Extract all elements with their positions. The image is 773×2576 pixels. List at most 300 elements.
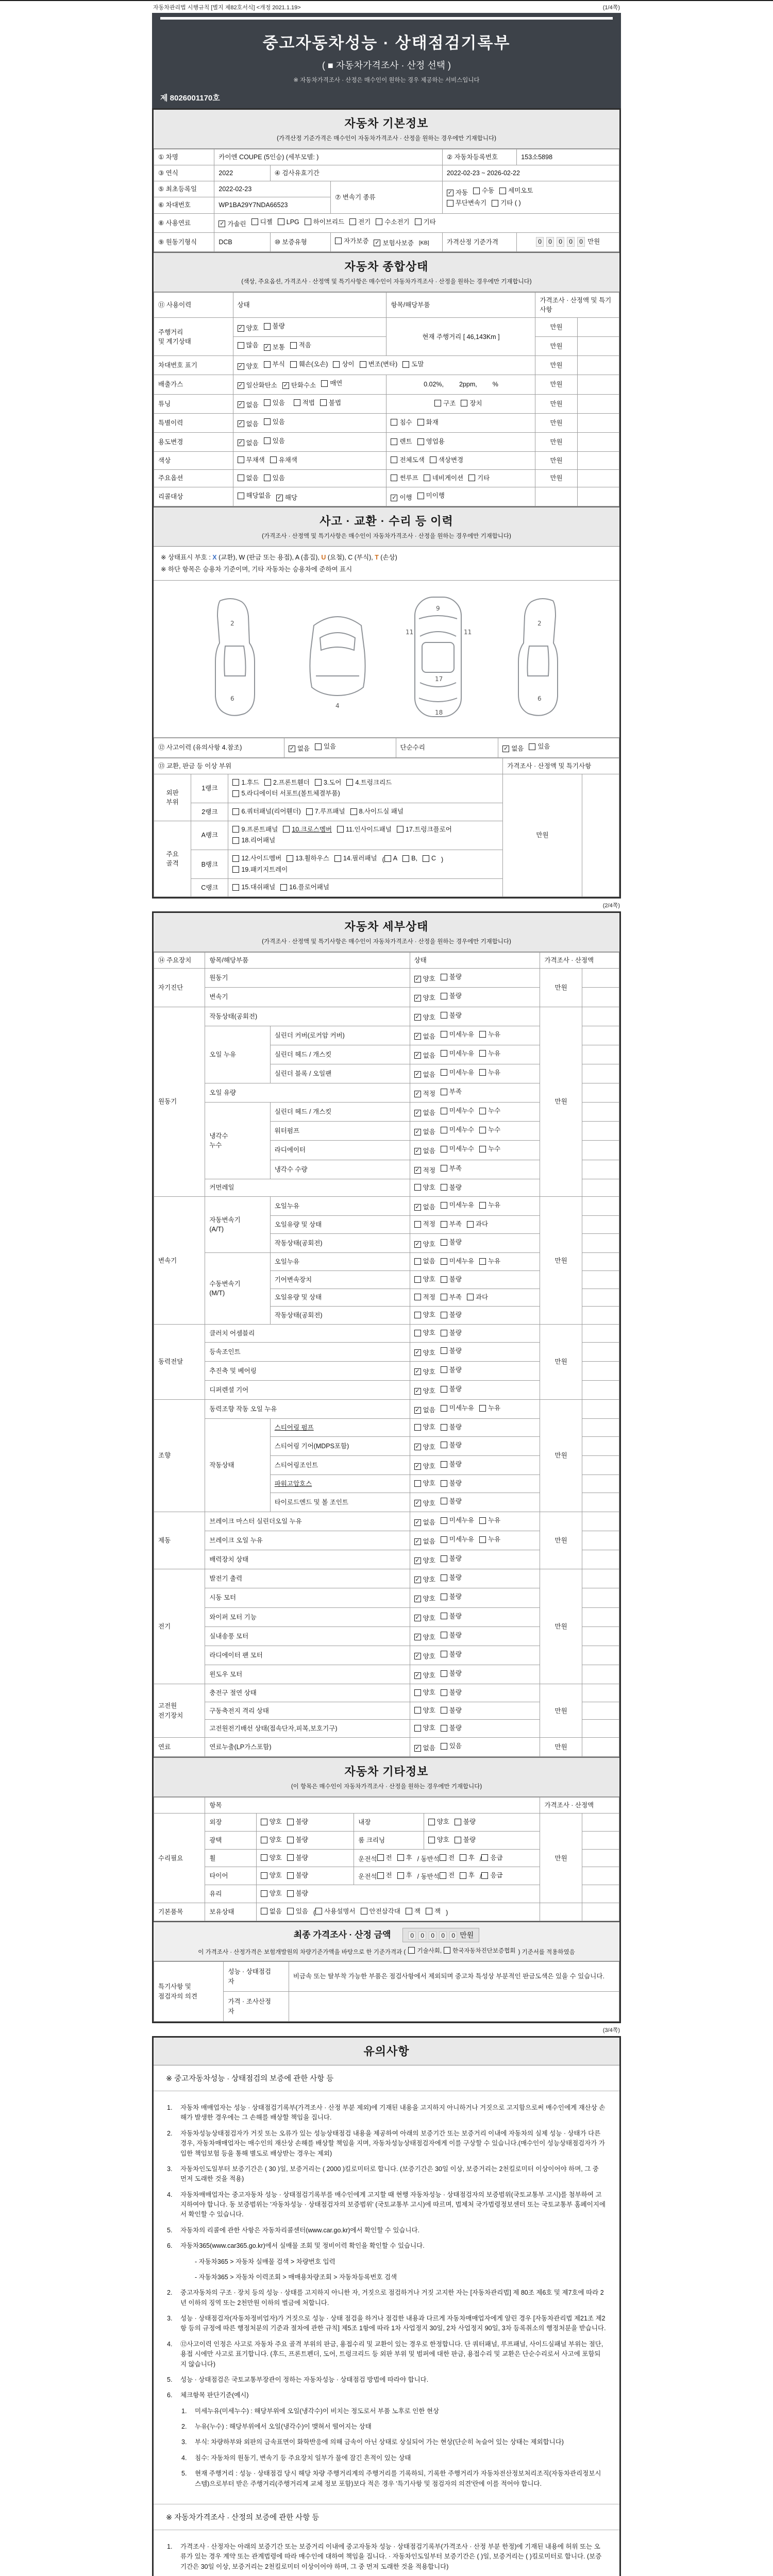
checkbox-unchecked[interactable]: 누수 [479,1125,500,1134]
overall-state-table [154,292,619,507]
checkbox-checked[interactable]: ✓ 양호 [238,363,259,370]
checkbox-unchecked[interactable]: 없음 [261,1907,282,1916]
checkbox-checked[interactable]: ✓ 양호 [415,1368,435,1376]
checkbox-unchecked[interactable]: 있음 [315,742,336,751]
table-cell [582,1814,619,1832]
checkbox-unchecked[interactable]: 19.패키지트레이 [232,865,288,874]
checkbox-unchecked[interactable]: 누유 [479,1257,500,1266]
table-cell: 내장 [354,1814,424,1832]
checkbox-unchecked[interactable]: 누유 [479,1068,500,1077]
checkbox-checked[interactable]: ✓ 적정 [415,1166,435,1174]
checkbox-checked[interactable]: ✓ 양호 [415,1633,435,1641]
checkbox-unchecked[interactable]: 양호 [414,1688,435,1697]
checkbox-unchecked[interactable]: 양호 [261,1835,282,1844]
checkbox-unchecked[interactable]: 미이행 [417,491,445,500]
table-cell: 윈도우 모터 [205,1665,410,1684]
checkbox-unchecked[interactable]: 불량 [441,1440,462,1450]
checkbox-unchecked[interactable]: 상이 [333,360,354,369]
checkbox-unchecked[interactable]: 3.도어 [315,778,342,787]
table-cell [228,879,503,897]
checkbox-unchecked[interactable]: 불량 [441,1365,462,1375]
checkbox-unchecked[interactable]: 양호 [261,1871,282,1880]
car-rear-diagram [301,594,374,722]
notice-item: 3. 부식: 차량하부와 외판의 금속표면이 화학반응에 의해 금속이 아닌 상태로 상실되어 가는 현상(단순히 녹슬어 있는 상태는 제외합니다) [181,2438,564,2446]
checkbox-checked[interactable]: ✓ 가솔린 [220,220,246,228]
checkbox-checked[interactable]: ✓ 양호 [415,1671,435,1679]
checkbox-unchecked[interactable]: 불량 [441,1612,462,1621]
checkbox-unchecked[interactable]: 있음 [287,1907,308,1916]
checkbox-checked[interactable]: ✓ 양호 [415,1349,435,1357]
checkbox-unchecked[interactable]: 누유 [479,1030,500,1039]
checkbox-unchecked[interactable]: 화재 [417,418,439,427]
checkbox-unchecked[interactable]: 전기 [349,217,371,227]
checkbox-unchecked[interactable]: 양호 [414,1275,435,1284]
table-cell: 커먼레일 [205,1179,410,1197]
checkbox-unchecked[interactable]: 5.라디에이터 서포트(볼트체결부품) [232,789,340,798]
table-cell: 전기 [154,1569,205,1684]
checkbox-unchecked[interactable]: 양호 [414,1479,435,1488]
title-rule [160,17,613,20]
table-cell: 만원 [535,318,577,337]
checkbox-unchecked[interactable]: 불량 [441,1238,462,1247]
checkbox-unchecked[interactable]: 13.휠하우스 [287,854,329,863]
table-cell [582,1720,619,1738]
table-cell: 브레이크 오일 누유 [205,1531,410,1550]
checkbox-unchecked[interactable]: 있음 [264,398,285,408]
checkbox-checked[interactable]: ✓ 일산화탄소 [238,382,277,389]
checkbox-unchecked[interactable]: 후 [460,1853,475,1862]
regulation-text: 자동차관리법 시행규칙 [별지 제82호서식] <개정 2021.1.19> [153,5,301,11]
table-cell: ④ 검사유효기간 [270,165,442,181]
checkbox-checked[interactable]: ✓ 양호 [415,994,435,1002]
checkbox-unchecked[interactable]: 누수 [479,1106,500,1115]
notice-item: 2. 중고자동차의 구조 · 장치 등의 성능 · 상태를 고지하지 아니한 자, 거짓으로 점검하거나 거짓 고지한 자는 [자동차관리법] 제 80조 제6호 및 제7호에 따라 2년 이하의 징역 또는 2천만원 이하의 벌금에 처합니다. [167,2289,604,2307]
checkbox-unchecked[interactable]: 미세누유 [441,1535,474,1544]
checkbox-unchecked[interactable]: 누수 [479,1144,500,1154]
checkbox-unchecked[interactable]: 불량 [287,1817,308,1826]
table-cell: 0 0 0 0 0 만원 [517,232,619,251]
table-cell [410,1064,540,1083]
checkbox-unchecked[interactable]: 구조 [434,399,456,408]
detail-state-table [154,952,619,1757]
table-cell: 튜닝 [154,394,233,413]
checkbox-unchecked[interactable]: 양호 [261,1853,282,1862]
checkbox-unchecked[interactable]: 있음 [264,473,285,483]
checkbox-unchecked[interactable]: 후 [460,1871,475,1880]
checkbox-unchecked[interactable]: 없음 [414,1257,435,1266]
checkbox-unchecked[interactable]: 8.사이드실 패널 [350,807,404,816]
checkbox-unchecked[interactable]: LPG [278,217,299,227]
checkbox-unchecked[interactable]: 있음 [441,1741,462,1751]
checkbox-unchecked[interactable]: 적법 [294,398,315,408]
checkbox-unchecked[interactable]: 미세누유 [441,1257,474,1266]
checkbox-unchecked[interactable]: 응급 [481,1853,502,1862]
checkbox-unchecked[interactable]: 2.프론트휀더 [264,778,310,787]
checkbox-unchecked[interactable]: 불량 [441,1310,462,1319]
table-cell [410,1512,540,1531]
checkbox-checked[interactable]: ✓ 탄화수소 [283,382,316,389]
checkbox-unchecked[interactable]: 하이브리드 [305,217,344,227]
table-cell: 원동기 [205,969,410,988]
checkbox-unchecked[interactable]: 부족 [441,1087,462,1096]
checkbox-checked[interactable]: ✓ 양호 [415,1576,435,1584]
checkbox-unchecked[interactable]: 부족 [441,1293,462,1302]
checkbox-unchecked[interactable]: 썬루프 [391,473,418,483]
checkbox-unchecked[interactable]: 전 [440,1853,455,1862]
checkbox-checked[interactable]: ✓ 없음 [415,1518,435,1526]
checkbox-unchecked[interactable]: 응급 [481,1871,502,1880]
checkbox-unchecked[interactable]: 적정 [414,1293,435,1302]
basic-info-note: (가격산정 기준가격은 매수인이 자동차가격조사 · 산정을 원하는 경우에만 기재합니다) [277,135,496,142]
checkbox-unchecked[interactable]: 15.대쉬패널 [232,883,275,892]
table-cell: 추진축 및 베어링 [205,1361,410,1380]
checkbox-unchecked[interactable]: 불량 [455,1835,476,1844]
table-cell [424,1832,540,1850]
checkbox-unchecked[interactable]: 불량 [287,1853,308,1862]
table-cell: 특별이력 [154,413,233,432]
checkbox-unchecked[interactable]: 미세누유 [441,1403,474,1413]
checkbox-unchecked[interactable]: 한국자동차진단보증협회 [444,1946,515,1955]
checkbox-checked[interactable]: ✓ 보통 [264,344,285,351]
checkbox-unchecked[interactable]: 수소전기 [376,217,409,227]
checkbox-unchecked[interactable]: 미세누유 [441,1516,474,1525]
checkbox-unchecked[interactable]: 불량 [287,1871,308,1880]
checkbox-unchecked[interactable]: 안전삼각대 [361,1907,400,1916]
checkbox-unchecked[interactable]: 양호 [414,1422,435,1432]
checkbox-unchecked[interactable]: 무채색 [238,455,265,465]
table-cell [410,1626,540,1646]
table-cell [410,1456,540,1475]
checkbox-unchecked[interactable]: 불량 [441,1592,462,1601]
checkbox-unchecked[interactable]: 누유 [479,1403,500,1413]
checkbox-unchecked[interactable]: 전 [440,1871,455,1880]
detail-state-header [154,913,619,952]
overall-state-title: 자동차 종합상태 [344,260,429,273]
checkbox-unchecked[interactable]: 누유 [479,1049,500,1058]
document [152,1,621,2576]
table-cell: 작동상태 [205,1419,270,1512]
checkbox-unchecked[interactable]: 디젤 [251,217,273,227]
table-cell [410,1289,540,1307]
checkbox-unchecked[interactable]: 있음 [264,417,285,427]
basic-info-title: 자동차 기본정보 [344,117,429,130]
checkbox-checked[interactable]: ✓ 없음 [415,1052,435,1059]
checkbox-unchecked[interactable]: 양호 [428,1817,449,1826]
table-cell: 실린더 블록 / 오일팬 [270,1064,410,1083]
checkbox-unchecked[interactable]: B, [402,854,417,863]
checkbox-unchecked[interactable]: 없음 [238,473,259,483]
notice-item: - 자동차365 > 자동차 실매물 검색 > 차량번호 입력 [195,2258,335,2265]
table-cell: 오일누유 [270,1253,410,1271]
checkbox-unchecked[interactable]: 많음 [238,341,259,350]
checkbox-unchecked[interactable]: 불량 [287,1889,308,1898]
checkbox-unchecked[interactable]: 미세누수 [441,1125,474,1134]
table-cell [386,432,535,451]
final-price-block [154,1921,619,1962]
checkbox-unchecked[interactable]: 전체도색 [391,455,424,465]
table-cell [386,469,535,487]
table-cell: 냉각수 수량 [270,1160,410,1179]
checkbox-unchecked[interactable]: 불법 [320,398,341,408]
notice-item: - 자동차365 > 자동차 이력조회 > 매매용차량조회 > 자동차등록번호 검색 [195,2273,397,2281]
checkbox-unchecked[interactable]: 미세누수 [441,1144,474,1154]
checkbox-checked[interactable]: ✓ 보험사보증 [375,239,414,247]
table-cell [582,1702,619,1720]
notices-list-2 [154,2530,619,2576]
checkbox-unchecked[interactable]: 12.사이드멤버 [232,854,281,863]
table-cell [582,1270,619,1289]
checkbox-checked[interactable]: ✓ 이행 [392,494,412,502]
table-cell: 상태 [233,292,386,317]
table-cell [582,1885,619,1903]
checkbox-unchecked[interactable]: 불량 [441,1723,462,1733]
checkbox-unchecked[interactable]: 불량 [441,1479,462,1488]
table-cell: ③ 연식 [154,165,214,181]
checkbox-unchecked[interactable]: 불량 [441,1346,462,1355]
checkbox-unchecked[interactable]: 도말 [402,360,424,369]
table-cell: 자기진단 [154,969,205,1007]
checkbox-checked[interactable]: ✓ 없음 [415,1147,435,1155]
table-cell [582,1456,619,1475]
checkbox-unchecked[interactable]: 해당없음 [238,491,271,500]
checkbox-unchecked[interactable]: 6.쿼터패널(리어휀더) [232,807,300,816]
checkbox-checked[interactable]: ✓ 양호 [415,975,435,983]
panel-number: 4 [335,702,340,710]
checkbox-unchecked[interactable]: 불량 [441,1650,462,1659]
checkbox-unchecked[interactable]: 누유 [479,1516,500,1525]
checkbox-unchecked[interactable]: 기술사회, [408,1946,442,1955]
checkbox-checked[interactable]: ✓ 양호 [415,1614,435,1622]
checkbox-unchecked[interactable]: 불량 [441,1422,462,1432]
checkbox-unchecked[interactable]: 누유 [479,1535,500,1544]
checkbox-checked[interactable]: ✓ 해당 [277,494,297,502]
checkbox-unchecked[interactable]: 전 [377,1853,392,1862]
table-cell [410,1531,540,1550]
table-cell: 고전원전기배선 상태(접속단자,피복,보호기구) [205,1720,410,1738]
checkbox-unchecked[interactable]: 매연 [321,379,342,388]
checkbox-unchecked[interactable]: 잭 [426,1907,441,1916]
checkbox-checked[interactable]: ✓ 양호 [415,1463,435,1470]
table-cell: C랭크 [191,879,228,897]
checkbox-unchecked[interactable]: 침수 [391,418,412,427]
table-cell: 충전구 절연 상태 [205,1684,410,1702]
checkbox-checked[interactable]: ✓ 없음 [415,1744,435,1752]
checkbox-checked[interactable]: ✓ 없음 [238,420,259,428]
checkbox-unchecked[interactable]: 적정 [414,1219,435,1229]
checkbox-unchecked[interactable]: 14.필러패널 [334,854,377,863]
checkbox-checked[interactable]: ✓ 양호 [415,1595,435,1603]
checkbox-unchecked[interactable]: 잭 [406,1907,421,1916]
checkbox-unchecked[interactable]: 불량 [441,1669,462,1678]
checkbox-unchecked[interactable]: 장치 [461,399,482,408]
checkbox-unchecked[interactable]: 후 [397,1871,412,1880]
checkbox-unchecked[interactable]: 영업용 [417,437,445,446]
table-cell [582,774,619,897]
table-cell [410,1607,540,1626]
notice-item: 1. 자동차 매매업자는 성능 · 상태점검기록부(가격조사 · 산정 부분 제외)에 기재된 내용을 고지하지 아니하거나 거짓으로 고지함으로써 매수인에게 재산상 손해가 발생한 경우에는 그 손해를 배상할 책임을 집니다. [167,2104,606,2122]
checkbox-unchecked[interactable]: 있음 [264,436,285,446]
section-page1 [152,108,621,899]
table-cell [582,1160,619,1179]
checkbox-unchecked[interactable]: 유채색 [270,455,297,465]
checkbox-checked[interactable]: ✓ 없음 [415,1071,435,1078]
checkbox-unchecked[interactable]: 훼손(오손) [290,360,328,369]
checkbox-unchecked[interactable]: 불량 [441,1011,462,1020]
checkbox-unchecked[interactable]: 양호 [414,1706,435,1715]
table-cell [577,375,619,394]
table-cell: 만원 [535,356,577,375]
table-cell: 고전원 전기장치 [154,1684,205,1738]
checkbox-unchecked[interactable]: 양호 [261,1889,282,1898]
checkbox-unchecked[interactable]: 7.루프패널 [306,807,345,816]
table-cell: 항목/해당부품 [205,953,410,969]
checkbox-unchecked[interactable]: 양호 [414,1328,435,1337]
checkbox-unchecked[interactable]: 양호 [414,1183,435,1192]
checkbox-unchecked[interactable]: 미세누유 [441,1200,474,1210]
table-cell: 2랭크 [191,803,228,821]
checkbox-unchecked[interactable]: 후 [397,1853,412,1862]
notice-item: 2. 누유(누수) : 해당부위에서 오일(냉각수)이 맺혀서 떨어지는 상태 [181,2423,372,2430]
table-cell [410,1179,540,1197]
checkbox-unchecked[interactable]: 불량 [441,1275,462,1284]
page-title: 중고자동차성능 · 상태점검기록부 [262,34,511,52]
checkbox-checked[interactable]: ✓ 양호 [415,1241,435,1248]
checkbox-unchecked[interactable]: A [384,854,397,863]
table-cell [410,969,540,988]
checkbox-unchecked[interactable]: 17.트렁크플로어 [397,825,452,834]
checkbox-unchecked[interactable]: 전 [377,1871,392,1880]
checkbox-unchecked[interactable]: 부족 [441,1219,462,1229]
checkbox-unchecked[interactable]: 기타 [415,217,436,227]
checkbox-checked[interactable]: ✓ 양호 [415,1387,435,1395]
table-cell [577,451,619,469]
checkbox-checked[interactable]: ✓ 없음 [289,745,310,753]
checkbox-checked[interactable]: ✓ 자동 [447,189,468,196]
checkbox-checked[interactable]: ✓ 없음 [238,401,259,409]
checkbox-unchecked[interactable]: 변조(변타) [360,360,398,369]
checkbox-unchecked[interactable]: 양호 [261,1817,282,1826]
table-cell: 스티어링조인트 [270,1456,410,1475]
notices-subtitle-2: ※ 자동차가격조사 · 산정의 보증에 관한 사항 등 [154,2504,619,2530]
checkbox-checked[interactable]: ✓ 양호 [415,1013,435,1021]
checkbox-unchecked[interactable]: 불량 [441,991,462,1001]
checkbox-checked[interactable]: ✓ 양호 [415,1557,435,1565]
checkbox-unchecked[interactable]: 불량 [455,1817,476,1826]
checkbox-unchecked[interactable]: 미세누유 [441,1030,474,1039]
checkbox-unchecked[interactable]: 누유 [479,1200,500,1210]
checkbox-unchecked[interactable]: 불량 [441,1688,462,1697]
table-cell [582,1738,619,1757]
checkbox-unchecked[interactable]: 과다 [467,1219,488,1229]
checkbox-checked[interactable]: ✓ 없음 [503,745,524,753]
checkbox-checked[interactable]: ✓ 없음 [415,1128,435,1136]
table-cell [410,1493,540,1512]
checkbox-unchecked[interactable]: 자가보증 [335,236,368,246]
checkbox-unchecked[interactable]: 기타 [468,473,490,483]
checkbox-checked[interactable]: ✓ 없음 [415,1109,435,1117]
table-cell [582,1400,619,1419]
checkbox-unchecked[interactable]: 적음 [290,341,311,350]
checkbox-unchecked[interactable]: 미세누수 [441,1106,474,1115]
notice-item: 6. 자동차365(www.car365.go.kr)에서 실매물 조회 및 정비이력 확인을 확인할 수 있습니다. [167,2242,425,2250]
checkbox-unchecked[interactable]: 미세누유 [441,1049,474,1058]
checkbox-unchecked[interactable]: 1.후드 [232,778,259,787]
table-cell: 단순수리 [396,738,498,757]
table-cell: 유리 [205,1885,256,1903]
table-cell: 가격산정 기준가격 [442,232,516,251]
checkbox-checked[interactable]: ✓ 양호 [415,1499,435,1507]
checkbox-checked[interactable]: ✓ 없음 [415,1538,435,1546]
checkbox-checked[interactable]: ✓ 적정 [415,1090,435,1097]
table-cell: 연료누출(LP가스포함) [205,1738,410,1757]
checkbox-unchecked[interactable]: 미세누유 [441,1068,474,1077]
table-cell [410,1569,540,1588]
checkbox-unchecked[interactable]: 10.크로스멤버 [283,825,332,834]
checkbox-unchecked[interactable]: 부족 [441,1164,462,1173]
checkbox-unchecked[interactable]: 16.플로어패널 [280,883,329,892]
checkbox-unchecked[interactable]: 부식 [264,360,285,369]
checkbox-unchecked[interactable]: 불량 [441,1460,462,1469]
checkbox-unchecked[interactable]: 세미오토 [499,186,533,195]
checkbox-unchecked[interactable]: C [423,854,436,863]
checkbox-unchecked[interactable]: 불량 [441,1706,462,1715]
checkbox-unchecked[interactable]: 무단변속기 [447,198,486,208]
table-cell: 와이퍼 모터 기능 [205,1607,410,1626]
checkbox-unchecked[interactable]: 불량 [441,1497,462,1506]
checkbox-unchecked[interactable]: 11.인사이드패널 [337,825,392,834]
table-cell [410,1400,540,1419]
table-cell [410,1007,540,1026]
checkbox-unchecked[interactable]: 양호 [428,1835,449,1844]
checkbox-unchecked[interactable]: 4.트렁크리드 [346,778,392,787]
checkbox-unchecked[interactable]: 18.리어패널 [232,836,275,845]
checkbox-unchecked[interactable]: 불량 [441,1183,462,1192]
notice-item: 5. 자동차의 리콜에 관한 사항은 자동차리콜센터(www.car.go.kr)에서 확인할 수 있습니다. [167,2226,420,2234]
checkbox-unchecked[interactable]: 수동 [473,186,494,195]
checkbox-unchecked[interactable]: 사용설명서 [315,1907,355,1916]
checkbox-checked[interactable]: ✓ 없음 [415,1204,435,1211]
checkbox-unchecked[interactable]: 불량 [441,1328,462,1337]
page-marker-2: (2/4쪽) [602,903,620,909]
checkbox-checked[interactable]: ✓ 양호 [415,1652,435,1660]
legend-line-1: ※ 상태표시 부호 : X (교환), W (판금 또는 용접), A (흠집), U (요철), C (부식), T (손상) [161,554,397,562]
checkbox-checked[interactable]: ✓ 없음 [415,1032,435,1040]
checkbox-unchecked[interactable]: 렌트 [391,437,412,446]
checkbox-unchecked[interactable]: 기타 ( ) [492,198,520,208]
checkbox-unchecked[interactable]: 불량 [264,321,285,331]
checkbox-unchecked[interactable]: 9.프론트패널 [232,825,278,834]
checkbox-unchecked[interactable]: 불량 [441,1384,462,1394]
checkbox-unchecked[interactable]: 양호 [414,1310,435,1319]
checkbox-unchecked[interactable]: 네비게이션 [424,473,463,483]
checkbox-unchecked[interactable]: 양호 [414,1723,435,1733]
checkbox-checked[interactable]: ✓ 없음 [238,439,259,447]
table-cell: DCB [214,232,270,251]
table-cell [410,1197,540,1216]
checkbox-checked[interactable]: ✓ 없음 [415,1406,435,1414]
table-cell: 항목/해당부품 [386,292,535,317]
checkbox-unchecked[interactable]: 불량 [441,1573,462,1582]
checkbox-unchecked[interactable]: 불량 [441,1554,462,1563]
checkbox-checked[interactable]: ✓ 양호 [415,1443,435,1451]
checkbox-unchecked[interactable]: 색상변경 [430,455,463,465]
checkbox-unchecked[interactable]: 불량 [441,1631,462,1640]
checkbox-unchecked[interactable]: 과다 [467,1293,488,1302]
checkbox-unchecked[interactable]: 불량 [441,972,462,981]
checkbox-unchecked[interactable]: 있음 [529,742,550,751]
checkbox-unchecked[interactable]: 불량 [287,1835,308,1844]
checkbox-checked[interactable]: ✓ 양호 [238,325,259,332]
